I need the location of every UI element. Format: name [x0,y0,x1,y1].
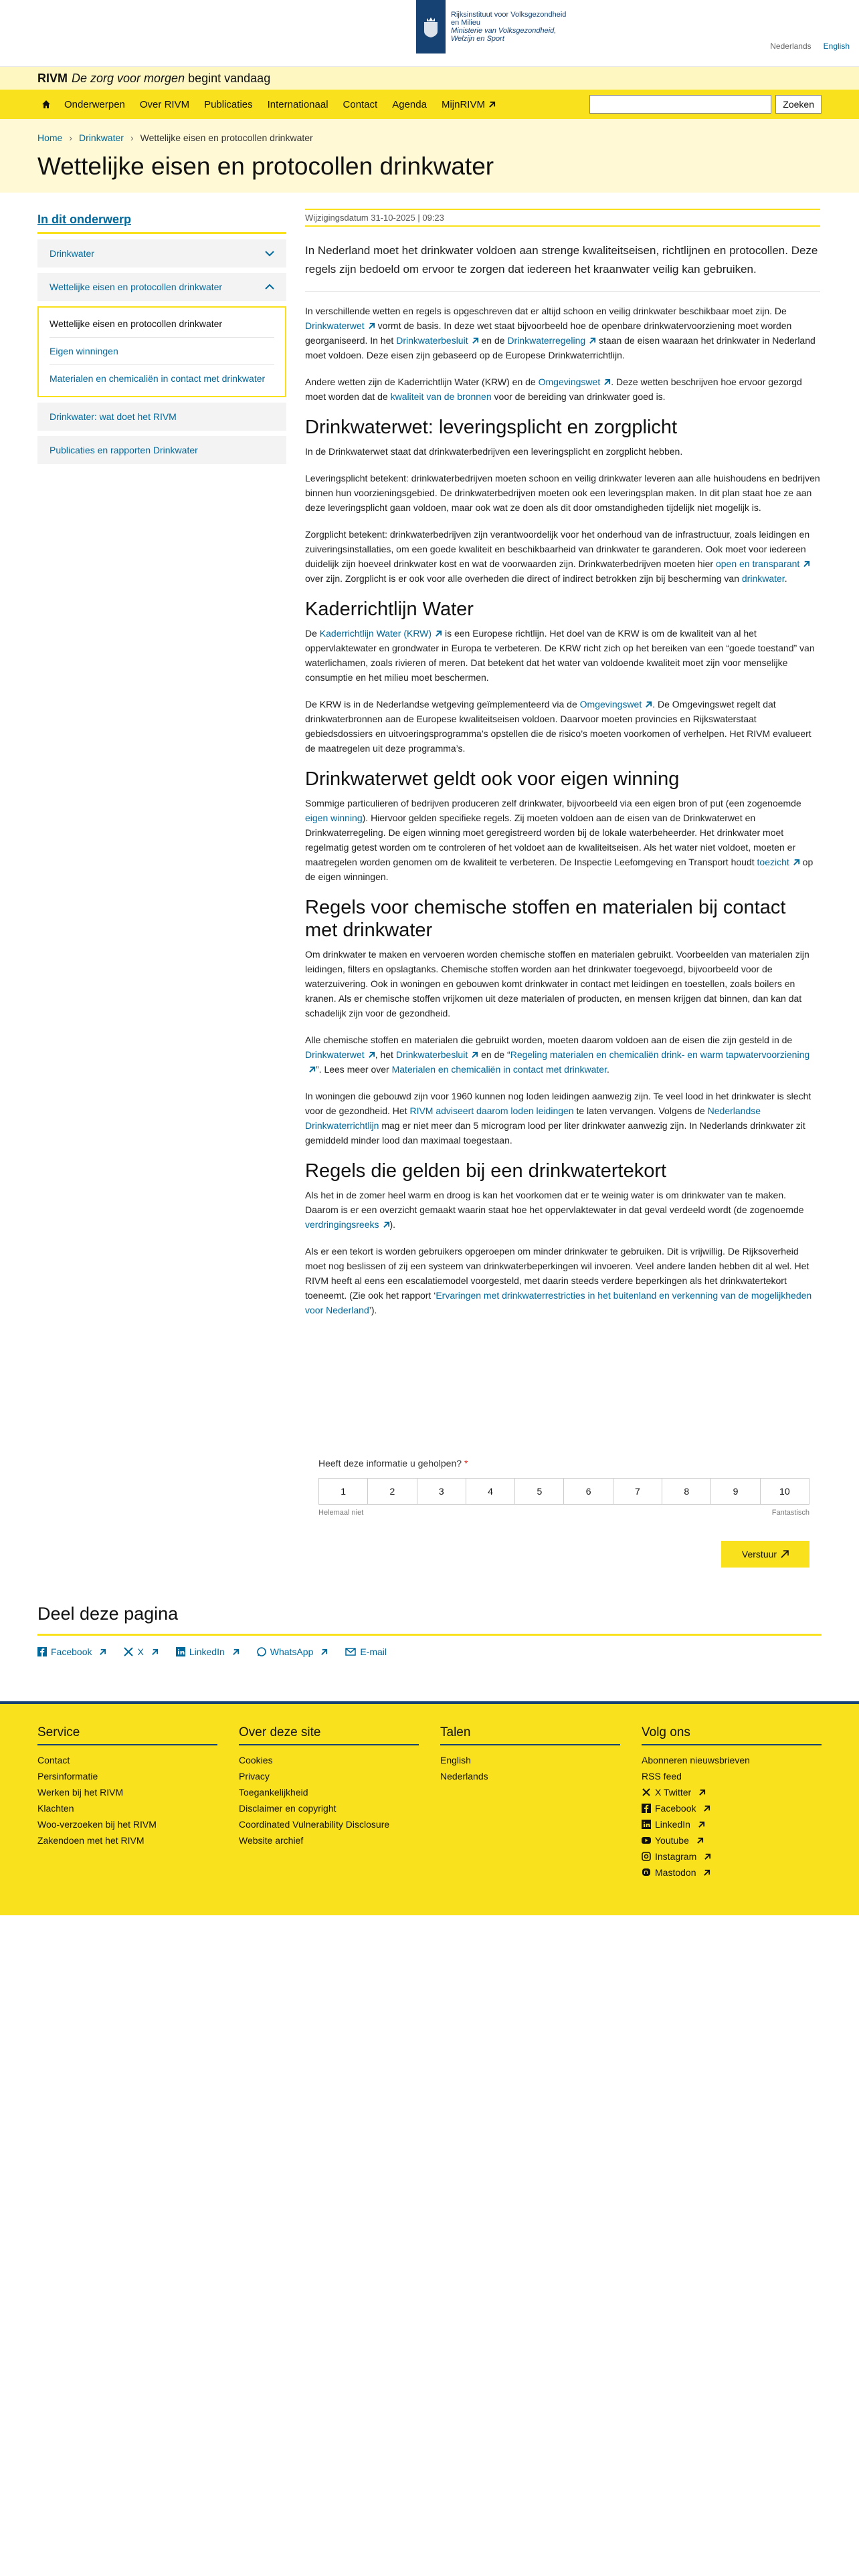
rating-option[interactable]: 5 [515,1479,564,1504]
paragraph: Als er een tekort is worden gebruikers opgeroepen om minder drinkwater te gebruiken. Dit is vrijwillig. De Rijksoverheid moet nog beslissen of zij een systeem van drinkwaterbeperkingen wil invoeren. Veel andere landen hebben dit al wel. Het RIVM heeft al eens een escalatiemodel voorgesteld, met daarin steeds verdere beperkingen als het drinkwatertekort toeneemt. (Zie ook het rapport ‘Ervaringen met drinkwaterrestricties in het buitenland en verkenning van de mogelijkheden voor Nederland’). [305,1246,812,1315]
paragraph: Andere wetten zijn de Kaderrichtlijn Water (KRW) en de Omgevingswet . Deze wetten beschrijven hoe ervoor gezorgd moet worden dat de kwaliteit van de bronnen voor de bereiding van drinkwater goed is. [305,377,802,402]
section-heading: Regels voor chemische stoffen en materialen bij contact met drinkwater [305,897,786,941]
section-heading: Drinkwaterwet geldt ook voor eigen winning [305,768,680,790]
footer-link-linkedin[interactable] [642,1816,822,1832]
external-link-icon [703,1869,710,1876]
sidebar-item-publicaties[interactable] [37,436,286,464]
org-line2: en Milieu [451,19,481,27]
rating-option[interactable]: 6 [564,1479,613,1504]
share-label: E-mail [360,1646,387,1657]
chevron-right-icon: › [130,132,134,143]
link-materialen-chemicalien[interactable]: Materialen en chemicaliën in contact met drinkwater [391,1064,607,1075]
link-loden-leidingen[interactable]: RIVM adviseert daarom loden leidingen [409,1105,574,1116]
footer-link-label: X Twitter [655,1787,692,1798]
paragraph: Om drinkwater te maken en vervoeren worden chemische stoffen en materialen gebruikt. Voorbeelden van materialen zijn leidingen, filters en opslagtanks. Chemische stoffen worden aan het drinkwater toegevoegd, bijvoorbeeld voor de waterzuivering. Ook in woningen en gebouwen komt drinkwater in contact met leidingen en toestellen, zoals boilers en kranen. Als er chemische stoffen vrijkomen uit deze materialen of producten, en mensen krijgen dat binnen, dan kan dat schadelijk zijn voor de gezondheid. [305,949,809,1018]
footer-link[interactable]: Klachten [37,1803,74,1814]
breadcrumb [37,132,313,143]
footer-link-label: Youtube [655,1835,689,1846]
main-navigation [0,90,859,119]
footer-link[interactable]: Toegankelijkheid [239,1787,308,1798]
page-header [0,119,859,193]
sidebar-item-label: Drinkwater [50,248,94,259]
footer-link-label: Mastodon [655,1867,696,1878]
page-title: Wettelijke eisen en protocollen drinkwater [37,152,494,180]
rating-option[interactable]: 4 [466,1479,515,1504]
share-links [37,1646,822,1657]
paragraph: Als het in de zomer heel warm en droog is kan het voorkomen dat er te weinig water is om drinkwater van te maken. Daarom is er een overzicht gemaakt waarin staat hoe het oppervlaktewater in dat geval verdeeld wordt (de zogenoemde verdringingsreeks ). [305,1190,804,1230]
footer-follow [642,1725,822,1881]
external-link-icon [603,379,611,386]
intro-text: In Nederland moet het drinkwater voldoen aan strenge kwaliteitseisen, richtlijnen en protocollen. Deze regels zijn bedoeld om ervoor te zorgen dat iedereen het kraanwater veilig kan gebruiken. [305,241,820,292]
submit-label: Verstuur [741,1549,777,1560]
link-regeling-materialen[interactable]: Regeling materialen en chemicaliën drink- en warm tapwatervoorziening [510,1049,810,1060]
footer-link[interactable]: Persinformatie [37,1771,98,1782]
footer-link[interactable]: Cookies [239,1755,273,1765]
link-kwaliteit-bronnen[interactable]: kwaliteit van de bronnen [390,391,492,402]
share-linkedin[interactable] [176,1646,240,1657]
share-x[interactable] [124,1646,158,1657]
footer-link-youtube[interactable] [642,1832,822,1848]
paragraph: In verschillende wetten en regels is opgeschreven dat er altijd schoon en veilig drinkwater beschikbaar moet zijn. De Drinkwaterwet vormt de basis. In deze wet staat bijvoorbeeld hoe de openbare drinkwatervoorziening moet worden georganiseerd. In het Drinkwaterbesluit en de Drinkwaterregeling staan de eisen waaraan het drinkwater in Nederland moet voldoen. Deze eisen zijn gebaseerd op de Europese Drinkwaterrichtlijn. [305,306,816,360]
footer-link-rss[interactable] [642,1768,822,1784]
rating-option[interactable]: 7 [613,1479,662,1504]
sidebar-sub-eigen-winningen[interactable]: Eigen winningen [50,338,274,365]
link-drinkwaterwet-2[interactable]: Drinkwaterwet [305,1049,365,1060]
external-link-icon [704,1853,711,1860]
org-line1: Rijksinstituut voor Volksgezondheid [451,11,567,19]
send-icon [781,1550,789,1558]
external-link-icon [645,701,652,708]
rating-labels [318,1509,809,1517]
paragraph: De KRW is in de Nederlandse wetgeving geïmplementeerd via de Omgevingswet . De Omgevingswet regelt dat drinkwaterbronnen aan de Europese kwaliteitseisen voldoen. Daarvoor moeten provincies en Rijkswaterstaat gebiedsdossiers en uitvoeringsprogramma’s opstellen die de risico’s moeten voorkomen of verhelpen. Het RIVM evalueert de maatregelen uit deze programma’s. [305,699,812,754]
paragraph: Sommige particulieren of bedrijven produceren zelf drinkwater, bijvoorbeeld via een eigen bron of put (een zogenoemde eigen winning). Hiervoor gelden specifieke regels. Zij moeten voldoen aan de eisen van de Drinkwaterwet en Drinkwaterregeling. De eigen winning moet geregistreerd worden bij de lokale waterbeheerder. Het drinkwater moet regelmatig getest worden om te controleren of het voldoet aan de kwaliteitseisen. Als het water niet voldoet, moeten er maatregelen worden genomen om de kwaliteit te verbeteren. De Inspectie Leefomgeving en Transport houdt toezicht op de eigen winningen. [305,798,814,882]
footer-link[interactable]: Privacy [239,1771,270,1782]
link-krw[interactable]: Kaderrichtlijn Water (KRW) [319,628,432,639]
paragraph: De Kaderrichtlijn Water (KRW) is een Europese richtlijn. Het doel van de KRW is om de kwaliteit van al het oppervlaktewater en grondwater in Europa te verbeteren. De KRW richt zich op het bereiken van een “goede toestand” van waterlichamen, zoals rivieren of meren. Dat betekent dat het water van voldoende kwaliteit moet zijn voor menselijke consumptie en het milieu moet beschermen. [305,628,815,683]
top-header [0,0,859,67]
section-heading: Kaderrichtlijn Water [305,599,474,620]
rating-low-label: Helemaal niet [318,1509,364,1517]
sidebar-sub-current: Wettelijke eisen en protocollen drinkwater [50,310,274,338]
nav-agenda[interactable]: Agenda [392,98,427,110]
search-form [589,95,822,114]
nav-onderwerpen[interactable]: Onderwerpen [64,98,125,110]
rating-option[interactable]: 8 [662,1479,711,1504]
lang-english-link[interactable]: English [823,41,850,51]
linkedin-icon [176,1647,185,1656]
tagline-bar [0,67,859,90]
footer-languages [440,1725,620,1881]
sidebar-submenu [37,306,286,397]
footer-link[interactable]: Nederlands [440,1771,488,1782]
main-content [305,209,820,1317]
footer-link-label: Facebook [655,1803,696,1814]
external-link-icon [471,1051,478,1059]
external-link-icon [383,1221,390,1228]
submit-feedback-button[interactable] [721,1541,809,1568]
feedback-question: Heeft deze informatie u geholpen? * [318,1458,468,1469]
rating-option[interactable]: 2 [368,1479,417,1504]
footer-heading: Volg ons [642,1725,822,1745]
nav-contact[interactable]: Contact [343,98,378,110]
footer-heading: Over deze site [239,1725,419,1745]
link-omgevingswet[interactable]: Omgevingswet [538,377,601,387]
external-link-icon [803,560,810,568]
link-toezicht[interactable]: toezicht [757,857,789,867]
nav-publicaties[interactable]: Publicaties [204,98,253,110]
logo-text [451,11,566,43]
external-link-icon [589,337,596,344]
footer-link-mastodon[interactable] [642,1864,822,1881]
linkedin-icon [642,1820,651,1829]
footer-link[interactable]: Contact [37,1755,70,1765]
footer-link-newsletter[interactable] [642,1752,822,1768]
feedback-form [318,1458,809,1560]
share-facebook[interactable] [37,1646,106,1657]
footer-link-x[interactable] [642,1784,822,1800]
link-rapport-drinkwaterrestricties[interactable]: Ervaringen met drinkwaterrestricties in het buitenland en verkenning van de mogelijkheden voor Nederland [305,1290,812,1315]
share-label: WhatsApp [270,1646,314,1657]
share-section [37,1604,822,1657]
sidebar-item-label: Drinkwater: wat doet het RIVM [50,411,177,422]
mastodon-icon [642,1868,651,1877]
chevron-right-icon: › [69,132,73,143]
footer-link[interactable]: Coordinated Vulnerability Disclosure [239,1819,390,1830]
external-link-icon [435,630,442,637]
chevron-down-icon [265,250,274,257]
external-link-icon [696,1837,704,1844]
external-link-icon [308,1066,316,1073]
footer-link[interactable]: Website archief [239,1835,304,1846]
paragraph: In woningen die gebouwd zijn voor 1960 kunnen nog loden leidingen aanwezig zijn. Te veel lood in het drinkwater is slecht voor de gezondheid. Het RIVM adviseert daarom loden leidingen te laten vervangen. Volgens de Nederlandse Drinkwaterrichtlijn mag er niet meer dan 5 microgram lood per liter drinkwater aanwezig zijn. In Nederlands drinkwater zit gemiddeld minder lood dan maximaal toegestaan. [305,1091,812,1146]
email-icon [345,1648,356,1656]
footer-link-label: LinkedIn [655,1819,690,1830]
footer-link[interactable]: Disclaimer en copyright [239,1803,337,1814]
external-link-icon [232,1648,240,1656]
home-icon[interactable] [37,96,55,113]
rating-scale [318,1478,809,1505]
external-link-icon [472,337,479,344]
sidebar-item-label: Wettelijke eisen en protocollen drinkwater [50,282,223,292]
footer-heading: Service [37,1725,217,1745]
rating-high-label: Fantastisch [771,1509,809,1517]
facebook-icon [37,1647,47,1656]
external-link-icon [488,101,496,108]
nav-mijnrivm[interactable] [442,99,496,110]
rating-option[interactable]: 10 [779,1486,790,1497]
share-label: Facebook [51,1646,92,1657]
brand-name: RIVM [37,71,68,85]
chevron-up-icon [265,284,274,290]
rating-option[interactable]: 3 [417,1479,466,1504]
link-omgevingswet-2[interactable]: Omgevingswet [579,699,642,710]
breadcrumb-current: Wettelijke eisen en protocollen drinkwater [140,132,313,143]
link-drinkwaterwet[interactable]: Drinkwaterwet [305,320,365,331]
modification-date: Wijzigingsdatum 31-10-2025 | 09:23 [305,209,820,227]
youtube-icon [642,1836,651,1845]
external-link-icon [698,1789,706,1796]
paragraph: Leveringsplicht betekent: drinkwaterbedrijven moeten schoon en veilig drinkwater leveren aan alle huishoudens en bedrijven binnen hun voorzieningsgebied. De drinkwaterbedrijven moeten ook een leveringsplan maken. In dit plan staat hoe ze aan deze leveringsplicht gaan voldoen, maar ook wat ze doen als dit door omstandigheden tijdelijk niet mogelijk is. [305,473,820,513]
search-input[interactable] [589,95,771,114]
lang-current: Nederlands [770,41,812,51]
footer-link[interactable]: English [440,1755,471,1765]
sidebar-sub-materialen[interactable]: Materialen en chemicaliën in contact met drinkwater [50,373,266,384]
org-line4: Welzijn en Sport [451,35,504,43]
breadcrumb-home[interactable]: Home [37,132,63,143]
breadcrumb-drinkwater[interactable]: Drinkwater [79,132,124,143]
link-drinkwaterbesluit[interactable]: Drinkwaterbesluit [396,335,468,346]
paragraph: Alle chemische stoffen en materialen die gebruikt worden, moeten daarom voldoen aan de eisen die zijn gesteld in de Drinkwaterwet , het Drinkwaterbesluit en de “Regeling materialen en chemicaliën drink- en warm tapwatervoorziening”. Lees meer over Materialen en chemicaliën in contact met drinkwater. [305,1035,810,1075]
x-icon [124,1647,133,1656]
tagline-rest: begint vandaag [188,71,271,85]
footer-heading: Talen [440,1725,620,1745]
sidebar-item-wettelijke-eisen[interactable] [37,273,286,301]
section-heading: Regels die gelden bij een drinkwatertekort [305,1160,667,1182]
sidebar-item-drinkwater[interactable] [37,239,286,267]
footer-link-instagram[interactable] [642,1848,822,1864]
footer-link-label: Abonneren nieuwsbrieven [642,1755,750,1765]
external-link-icon [151,1648,159,1656]
sidebar [37,213,286,464]
rivm-logo[interactable] [416,0,590,53]
nav-mijnrivm-label: MijnRIVM [441,98,485,110]
facebook-icon [642,1804,651,1813]
external-link-icon [368,1051,375,1059]
nav-over-rivm[interactable]: Over RIVM [139,98,190,110]
paragraph: Zorgplicht betekent: drinkwaterbedrijven zijn verantwoordelijk voor het onderhoud van de infrastructuur, zoals leidingen en zuiveringsinstallaties, om een goede kwaliteit en beschikbaarheid van drinkwater te garanderen. Ook moet voor iedereen duidelijk zijn hoeveel drinkwater kost en wat de voorwaarden zijn. Drinkwaterbedrijven moeten hier open en transparant over zijn. Zorgplicht is er ook voor alle overheden die direct of indirect betrokken zijn bij bescherming van drinkwater. [305,529,810,584]
whatsapp-icon [257,1647,266,1656]
search-button[interactable]: Zoeken [775,95,822,114]
rating-option[interactable]: 1 [319,1479,368,1504]
x-icon [642,1788,651,1797]
external-link-icon [320,1648,328,1656]
language-switch [770,41,850,51]
link-drinkwaterrichtlijn[interactable]: Nederlandse Drinkwaterrichtlijn [305,1105,761,1131]
paragraph: In de Drinkwaterwet staat dat drinkwaterbedrijven een leveringsplicht en zorgplicht hebben. [305,446,683,457]
external-link-icon [698,1821,705,1828]
instagram-icon [642,1852,651,1861]
crown-emblem-icon [416,0,446,53]
footer-link-label: Instagram [655,1851,697,1862]
share-whatsapp[interactable] [257,1646,328,1657]
link-drinkwaterregeling[interactable]: Drinkwaterregeling [507,335,586,346]
external-link-icon [793,859,800,866]
footer-link[interactable]: Woo-verzoeken bij het RIVM [37,1819,157,1830]
nav-internationaal[interactable]: Internationaal [267,98,328,110]
rating-option[interactable]: 9 [711,1479,760,1504]
required-mark: * [464,1458,468,1469]
footer-link-label: RSS feed [642,1771,682,1782]
link-verdringingsreeks[interactable]: verdringingsreeks [305,1219,379,1230]
external-link-icon [368,322,375,330]
footer-link-facebook[interactable] [642,1800,822,1816]
share-label: X [137,1646,144,1657]
link-drinkwaterbesluit-2[interactable]: Drinkwaterbesluit [395,1049,468,1060]
external-link-icon [703,1805,710,1812]
footer-about [239,1725,419,1881]
sidebar-title[interactable]: In dit onderwerp [37,213,286,234]
sidebar-item-wat-doet-rivm[interactable] [37,403,286,431]
share-email[interactable] [345,1646,387,1657]
footer [0,1701,859,1915]
external-link-icon [99,1648,106,1656]
org-line3: Ministerie van Volksgezondheid, [451,27,557,35]
share-title: Deel deze pagina [37,1604,822,1636]
tagline-italic: De zorg voor morgen [72,71,185,85]
footer-link[interactable]: Werken bij het RIVM [37,1787,124,1798]
share-label: LinkedIn [189,1646,225,1657]
link-open-transparant[interactable]: open en transparant [715,558,800,569]
link-drinkwater[interactable]: drinkwater [741,573,785,584]
link-eigen-winning[interactable]: eigen winning [305,813,363,823]
footer-link[interactable]: Zakendoen met het RIVM [37,1835,145,1846]
sidebar-item-label: Publicaties en rapporten Drinkwater [50,445,198,455]
footer-service [37,1725,217,1881]
section-heading: Drinkwaterwet: leveringsplicht en zorgplicht [305,417,678,438]
